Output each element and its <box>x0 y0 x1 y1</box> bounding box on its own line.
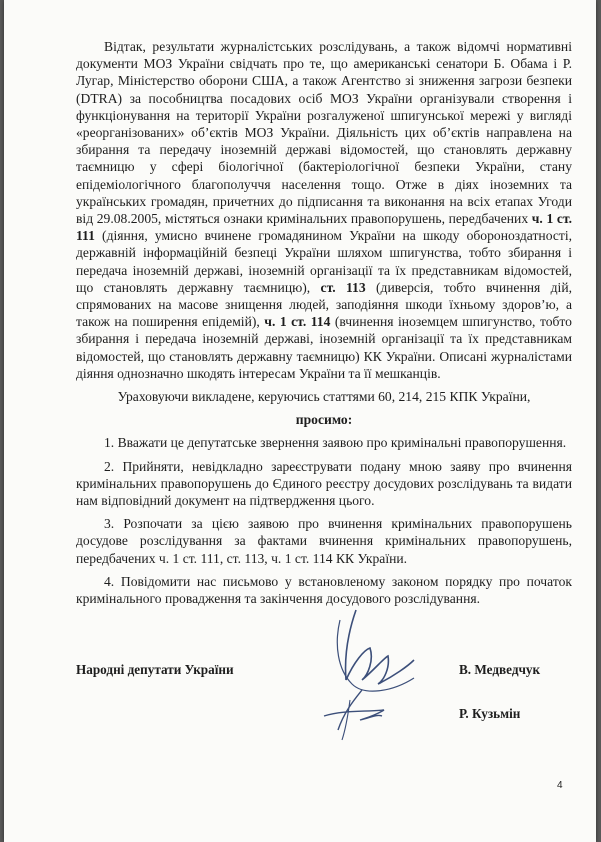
paragraph-legal-basis: Ураховуючи викладене, керуючись статтями 60, 214, 215 КПК України, <box>117 389 531 405</box>
findings-text-2: (діяння, умисно вчинене громадянином України на шкоду обороноздатності, державній інформаційній безпеці України шляхом шпигунства, тобто збирання і передача іноземній державі, іноземній організації та їх представникам відомостей, що становлять державну таємницю), <box>76 228 572 295</box>
letter-body <box>76 38 572 607</box>
article-ref-111: ч. 1 ст. 111 <box>76 211 572 244</box>
findings-text-4: (вчинення іноземцем шпигунство, тобто збирання і передача іноземній державі, іноземній організації та їх представникам відомостей, що становлять державну таємницю) КК України. Описані журналістами діяння однозначно шкодять інтересам України та її мешканців. <box>76 314 572 381</box>
findings-text-1: Відтак, результати журналістських розслідувань, а також відомчі нормативні документи МОЗ України свідчать про те, що американські сенатори Б. Обама і Р. Лугар, Міністерство оборони США, а також Агентство зі зниження загрози безпеки (DTRA) за пособництва посадових осіб МОЗ України організували створення і функціонування на території України розгалуженої шпигунської мережі у вигляді «реорганізованих» об’єктів МОЗ України. Діяльність цих об’єктів направлена на збирання та передачу іноземній державі відомостей, що становлять державну таємницю у сфері біологічної (бактеріологічної безпеки України, стану епідеміологічного благополуччя населення тощо. Отже в діях іноземних та українських громадян, причетних до підписання та виконання на всіх етапах Угоди від 29.08.2005, містяться ознаки кримінальних правопорушень, передбачених <box>76 39 572 227</box>
article-ref-113: ст. 113 <box>320 279 366 295</box>
request-heading: просимо: <box>295 412 353 428</box>
article-ref-114: ч. 1 ст. 114 <box>264 314 331 330</box>
paragraph-findings <box>76 38 572 382</box>
request-item-4: 4. Повідомити нас письмово у встановленому законом порядку про початок кримінального провадження та закінчення досудового розслідування. <box>76 573 572 607</box>
signatory-title: Народні депутати України <box>76 662 234 677</box>
request-item-2: 2. Прийняти, невідкладно зареєструвати подану мною заяву про вчинення кримінальних правопорушень до Єдиного реєстру досудових розслідувань та видати нам відповідний документ на підтвердження цього. <box>76 458 572 509</box>
handwritten-signatures <box>304 600 444 750</box>
request-item-1: 1. Вважати це депутатське звернення заявою про кримінальні правопорушення. <box>104 435 567 451</box>
signatory-name-1: В. Медведчук <box>459 662 541 677</box>
request-item-3: 3. Розпочати за цією заявою про вчинення кримінальних правопорушень досудове розслідування за фактами вчинення кримінальних правопорушень, передбачених ч. 1 ст. 111, ст. 113, ч. 1 ст. 114 КК України. <box>76 516 572 566</box>
findings-text-3: (диверсія, тобто вчинення дій, спрямованих на масове знищення людей, заподіяння шкоди їхньому здоров’ю, а також на поширення епідемій), <box>76 279 572 330</box>
signatory-name-2: Р. Кузьмін <box>459 706 521 721</box>
page-number: 4 <box>557 780 563 791</box>
document-page <box>4 0 596 842</box>
